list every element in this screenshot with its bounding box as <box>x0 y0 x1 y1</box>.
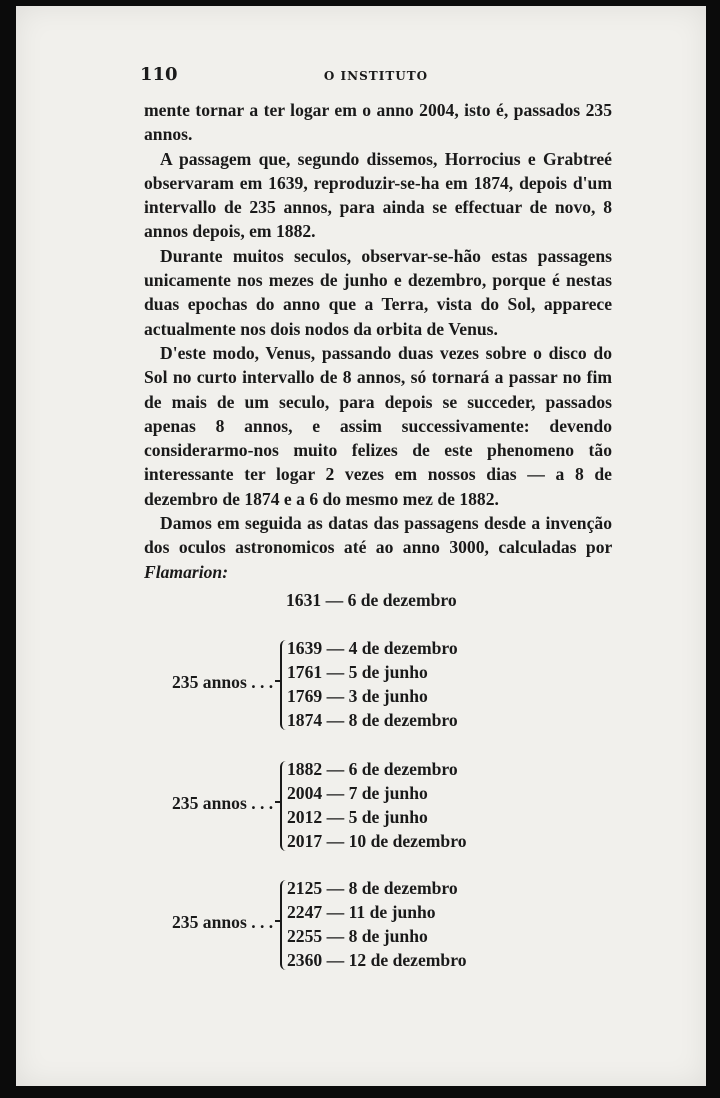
transit-date: 2017 — 10 de dezembro <box>287 831 467 851</box>
body-text <box>144 98 612 584</box>
page-number: 110 <box>140 64 178 85</box>
paragraph: mente tornar a ter logar em o anno 2004, isto é, passados 235 annos. <box>144 100 612 145</box>
transit-date: 1631 — 6 de dezembro <box>286 590 457 610</box>
transit-date: 1769 — 3 de junho <box>287 686 428 706</box>
paragraph: Durante muitos seculos, observar-se-hão estas passagens unicamente nos mezes de junho e dezembro, porque é nestas duas epochas do anno que a Terra, vista do Sol, apparece actualmente nos dois nodos da orbita de Venus. <box>144 245 612 339</box>
transit-date: 2360 — 12 de dezembro <box>287 950 467 970</box>
cited-author-suffix: : <box>222 561 229 582</box>
group-label: 235 annos . . . <box>172 793 274 813</box>
page-header <box>140 62 612 92</box>
transit-group <box>144 757 614 853</box>
paragraph-with-citation <box>144 511 612 584</box>
group-label: 235 annos . . . <box>172 672 274 692</box>
transit-date: 1874 — 8 de dezembro <box>287 710 458 730</box>
transit-date: 2004 — 7 de junho <box>287 783 428 803</box>
transit-date: 1639 — 4 de dezembro <box>287 638 458 658</box>
transit-date: 2255 — 8 de junho <box>287 926 428 946</box>
paragraph: A passagem que, segundo dissemos, Horrocius e Grabtreé observaram em 1639, reproduzir-se-ha em 1874, depois d'um intervallo de 235 annos, para ainda se effectuar de novo, 8 annos depois, em 1882. <box>144 148 612 242</box>
transit-date: 1761 — 5 de junho <box>287 662 428 682</box>
transit-date: 1882 — 6 de dezembro <box>287 759 458 779</box>
group-label: 235 annos . . . <box>172 912 274 932</box>
transit-date: 2247 — 11 de junho <box>287 902 436 922</box>
transit-group <box>144 636 614 732</box>
cited-author: Flamarion <box>144 561 223 582</box>
transit-date: 2012 — 5 de junho <box>287 807 428 827</box>
running-title: O INSTITUTO <box>323 69 429 83</box>
paragraph-text: Damos em seguida as datas das passagens desde a invenção dos oculos astronomicos até ao anno 3000, calculadas por <box>144 513 612 558</box>
transit-date: 2125 — 8 de dezembro <box>287 878 458 898</box>
transit-group <box>144 876 614 972</box>
paragraph: D'este modo, Venus, passando duas vezes sobre o disco do Sol no curto intervallo de 8 annos, só tornará a passar no fim de mais de um seculo, para depois se succeder, passados apenas 8 annos, e assim successivamente: devendo considerarmo-nos muito felizes de este phenomeno tão interessante ter logar 2 vezes em nossos dias — a 8 de dezembro de 1874 e a 6 do mesmo mez de 1882. <box>144 342 612 509</box>
